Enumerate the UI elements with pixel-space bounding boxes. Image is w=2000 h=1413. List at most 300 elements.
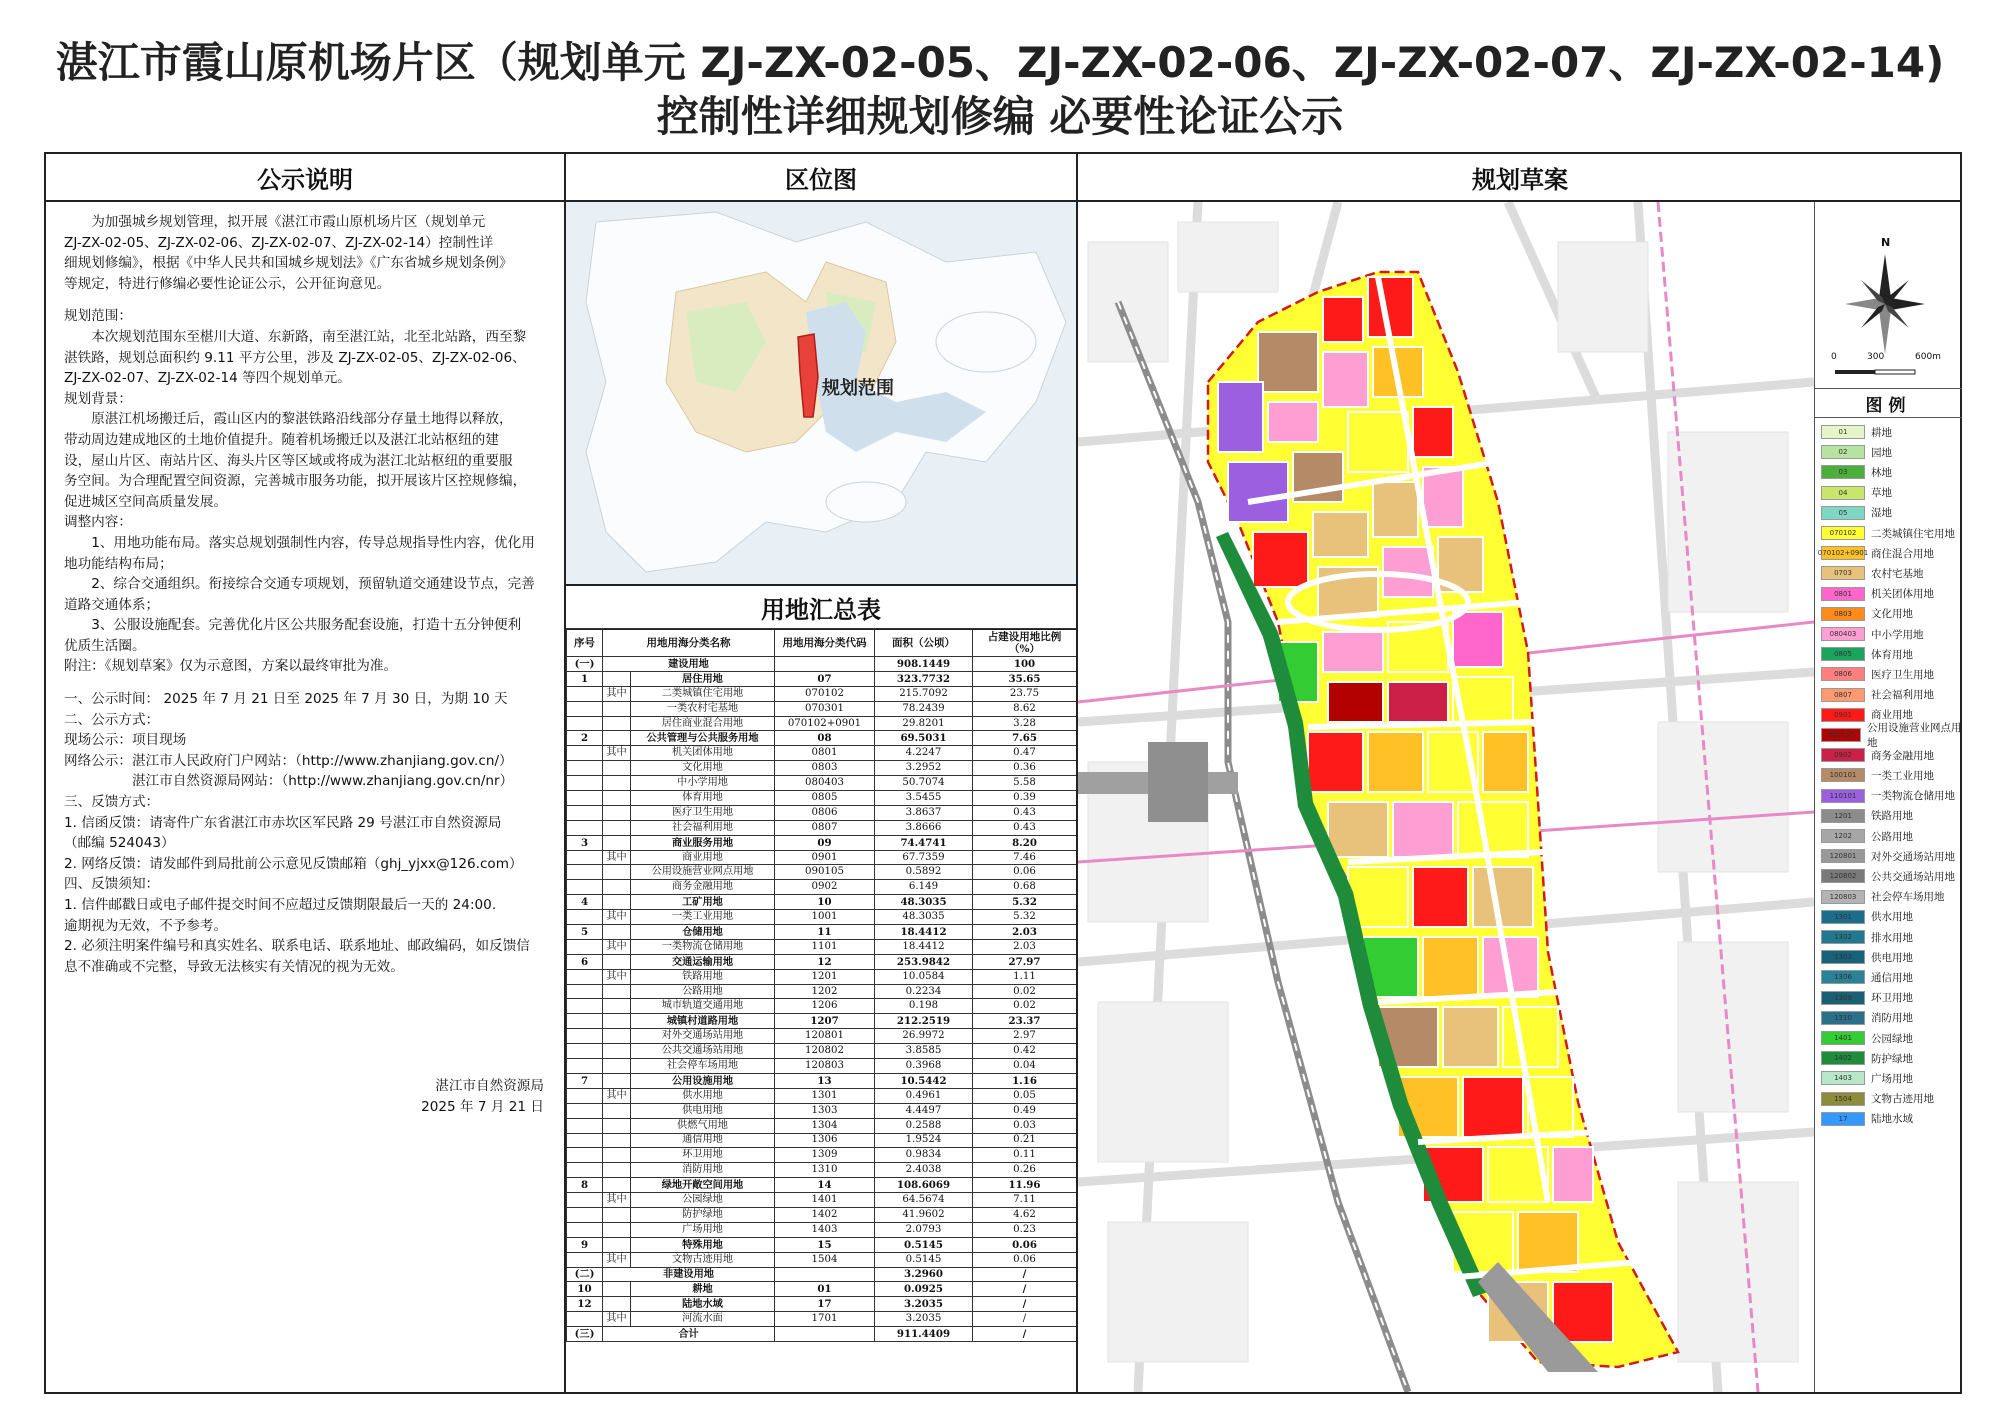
rules-line: 息不准确或不完整，导致无法核实有关情况的视为无效。 (64, 958, 404, 975)
table-cell-name: 一类工业用地 (631, 910, 775, 925)
table-cell-area: 50.7074 (875, 776, 973, 791)
table-cell-code: 1402 (775, 1207, 875, 1222)
table-cell-code: 1701 (775, 1312, 875, 1327)
legend-item (1821, 929, 1913, 945)
legend-label: 社会福利用地 (1871, 689, 1934, 702)
legend-swatch: 120801 (1821, 849, 1865, 863)
table-row (567, 657, 1077, 672)
table-row (567, 1014, 1077, 1029)
legend-swatch: 1309 (1821, 991, 1865, 1005)
col-header: 用地用海分类名称 (603, 629, 775, 657)
table-cell-name: 医疗卫生用地 (631, 805, 775, 820)
legend-label: 排水用地 (1871, 931, 1913, 944)
legend-item (1821, 1091, 1934, 1107)
rules-line: 逾期视为无效，不予参考。 (64, 917, 228, 934)
table-cell-area: 911.4409 (875, 1327, 973, 1342)
legend-swatch: 0807 (1821, 688, 1865, 702)
table-cell-sub (603, 791, 631, 806)
table-cell-pct: 0.06 (973, 1252, 1077, 1267)
table-row (567, 1029, 1077, 1044)
method-line: 网络公示：湛江市人民政府门户网站：（http://www.zhanjiang.gov.cn/） (64, 752, 513, 769)
table-cell-name: 广场用地 (631, 1222, 775, 1237)
table-cell-code: 1303 (775, 1103, 875, 1118)
table-cell-name: 一类农村宅基地 (631, 701, 775, 716)
middle-panel (566, 154, 1078, 1392)
notice-panel (46, 154, 566, 1392)
location-heading: 区位图 (566, 154, 1076, 202)
scope-title: 规划范围： (64, 308, 132, 325)
legend-item (1821, 788, 1955, 804)
table-cell-no (567, 701, 603, 716)
col-header: 面积（公顷） (875, 629, 973, 657)
table-cell-sub (603, 1148, 631, 1163)
table-cell-pct: 0.43 (973, 820, 1077, 835)
rules-line: 1. 信件邮戳日或电子邮件提交时间不应超过反馈期限最后一天的 24:00. (64, 897, 497, 913)
table-cell-no (567, 999, 603, 1014)
table-cell-area: 10.0584 (875, 969, 973, 984)
legend-label: 体育用地 (1871, 648, 1913, 661)
table-cell-area: 3.5455 (875, 791, 973, 806)
table-row (567, 1312, 1077, 1327)
table-cell-pct: 11.96 (973, 1178, 1077, 1193)
scale-label-600: 600m (1915, 352, 1941, 362)
table-cell-sub (603, 1207, 631, 1222)
legend-item (1821, 1030, 1913, 1046)
legend-label: 通信用地 (1871, 971, 1913, 984)
table-cell-area: 0.3968 (875, 1059, 973, 1074)
legend-swatch: 03 (1821, 465, 1865, 479)
table-cell-name: 公园绿地 (631, 1193, 775, 1208)
table-cell-no: 9 (567, 1237, 603, 1252)
table-cell-code: 1403 (775, 1222, 875, 1237)
table-row (567, 1297, 1077, 1312)
location-label: 规划范围 (822, 378, 894, 399)
legend-label: 文物古迹用地 (1871, 1093, 1934, 1106)
table-row (567, 1207, 1077, 1222)
table-cell-code: 070102 (775, 686, 875, 701)
background-line: 原湛江机场搬迁后，霞山区内的黎湛铁路沿线部分存量土地得以释放， (91, 411, 513, 428)
table-cell-sub: 其中 (603, 969, 631, 984)
table-cell-area: 4.2247 (875, 746, 973, 761)
intro-line: 为加强城乡规划管理，拟开展《湛江市霞山原机场片区（规划单元 (91, 214, 486, 230)
table-cell-pct: 0.02 (973, 999, 1077, 1014)
table-cell-pct: 0.03 (973, 1118, 1077, 1133)
background-title: 规划背景： (64, 390, 132, 407)
table-cell-name: 公共管理与公共服务用地 (631, 731, 775, 746)
col-header: 序号 (567, 629, 603, 657)
legend-swatch: 17 (1821, 1112, 1865, 1126)
title-line-2: 控制性详细规划修编 必要性论证公示 (656, 92, 1344, 141)
legend-item (1821, 464, 1892, 480)
table-cell-no (567, 1222, 603, 1237)
table-cell-name: 耕地 (631, 1282, 775, 1297)
adjust-note: 附注：《规划草案》仅为示意图，方案以最终审批为准。 (64, 658, 398, 675)
table-cell-no (567, 1103, 603, 1118)
table-row (567, 954, 1077, 969)
table-cell-no (567, 1148, 603, 1163)
table-cell-sub (603, 895, 631, 910)
issuer-name: 湛江市自然资源局 (435, 1078, 544, 1094)
table-cell-pct: 2.03 (973, 939, 1077, 954)
table-cell-code: 1101 (775, 939, 875, 954)
table-cell-name: 城市轨道交通用地 (631, 999, 775, 1014)
table-cell-code: 1301 (775, 1088, 875, 1103)
legend-item (1821, 666, 1934, 682)
location-map-graphic (566, 202, 1076, 584)
section-rules: 四、反馈须知： (64, 876, 160, 893)
legend-label: 林地 (1871, 466, 1892, 479)
legend-item (1821, 505, 1892, 521)
table-cell-code: 14 (775, 1178, 875, 1193)
table-cell-code: 120801 (775, 1029, 875, 1044)
table-cell-sub: 其中 (603, 939, 631, 954)
table-row (567, 761, 1077, 776)
legend-swatch: 070102 (1821, 526, 1865, 540)
table-cell-sub (603, 1059, 631, 1074)
table-cell-area: 10.5442 (875, 1073, 973, 1088)
table-row (567, 939, 1077, 954)
table-cell-no (567, 820, 603, 835)
table-cell-name: 河流水面 (631, 1312, 775, 1327)
legend-swatch: 090105 (1821, 728, 1861, 742)
table-row (567, 1059, 1077, 1074)
plan-panel (1078, 154, 1962, 1392)
table-cell-code: 07 (775, 671, 875, 686)
table-cell-area: 0.4961 (875, 1088, 973, 1103)
legend-item (1821, 868, 1955, 884)
table-cell-name: 商业服务用地 (631, 835, 775, 850)
table-cell-name: 中小学用地 (631, 776, 775, 791)
legend-item (1821, 747, 1934, 763)
table-row (567, 1118, 1077, 1133)
poster-frame (44, 152, 1962, 1394)
table-cell-pct: 23.37 (973, 1014, 1077, 1029)
legend-item (1821, 687, 1934, 703)
legend-item (1821, 767, 1934, 783)
table-row (567, 731, 1077, 746)
table-cell-pct: 0.11 (973, 1148, 1077, 1163)
table-cell-no (567, 1163, 603, 1178)
table-cell-name: 一类物流仓储用地 (631, 939, 775, 954)
legend-item (1821, 949, 1913, 965)
table-cell-area: 908.1449 (875, 657, 973, 672)
title-line-1: 湛江市霞山原机场片区（规划单元 ZJ-ZX-02-05、ZJ-ZX-02-06、ZJ-ZX-02-07、ZJ-ZX-02-14) (55, 38, 1945, 87)
table-cell-name: 铁路用地 (631, 969, 775, 984)
table-cell-area: 69.5031 (875, 731, 973, 746)
table-cell-pct: 0.23 (973, 1222, 1077, 1237)
table-cell-sub: 其中 (603, 686, 631, 701)
method-line: 湛江市自然资源局网站：（http://www.zhanjiang.gov.cn/nr） (64, 773, 514, 790)
table-cell-sub (603, 805, 631, 820)
plan-heading: 规划草案 (1078, 154, 1962, 202)
table-cell-code: 1309 (775, 1148, 875, 1163)
table-cell-no: 12 (567, 1297, 603, 1312)
table-cell-no: 2 (567, 731, 603, 746)
table-cell-no: (三) (567, 1327, 603, 1342)
table-cell-area: 0.198 (875, 999, 973, 1014)
legend-item (1821, 848, 1955, 864)
table-cell-code: 13 (775, 1073, 875, 1088)
table-cell-sub (603, 1118, 631, 1133)
table-cell-sub: 其中 (603, 1252, 631, 1267)
table-cell-sub (603, 954, 631, 969)
table-cell-name: 建设用地 (603, 657, 775, 672)
legend-item (1821, 626, 1924, 642)
table-cell-pct: / (973, 1312, 1077, 1327)
table-row (567, 865, 1077, 880)
table-cell-sub: 其中 (603, 1193, 631, 1208)
legend-label: 园地 (1871, 446, 1892, 459)
table-cell-area: 212.2519 (875, 1014, 973, 1029)
table-cell-no: 7 (567, 1073, 603, 1088)
legend-title: 图例 (1815, 388, 1962, 418)
table-cell-area: 0.0925 (875, 1282, 973, 1297)
legend-label: 消防用地 (1871, 1012, 1913, 1025)
table-cell-name: 供燃气用地 (631, 1118, 775, 1133)
legend-swatch: 1403 (1821, 1071, 1865, 1085)
table-cell-name: 供水用地 (631, 1088, 775, 1103)
legend-panel (1814, 202, 1962, 1392)
table-cell-no: 8 (567, 1178, 603, 1193)
method-line: 现场公示：项目现场 (64, 732, 187, 749)
table-cell-sub (603, 880, 631, 895)
table-cell-code: 0805 (775, 791, 875, 806)
scale-label-0: 0 (1831, 352, 1837, 362)
table-cell-name: 公用设施营业网点用地 (631, 865, 775, 880)
legend-label: 公共交通场站用地 (1871, 870, 1955, 883)
table-cell-name: 非建设用地 (603, 1267, 775, 1282)
rules-line: 2. 必须注明案件编号和真实姓名、联系电话、联系地址、邮政编码，如反馈信 (64, 938, 530, 955)
table-cell-pct: 5.32 (973, 895, 1077, 910)
scale-label-300: 300 (1867, 352, 1885, 362)
legend-swatch: 0806 (1821, 667, 1865, 681)
adjust-line: 优质生活圈。 (64, 637, 146, 654)
table-cell-sub (603, 776, 631, 791)
table-row (567, 984, 1077, 999)
notice-body (64, 212, 550, 977)
table-cell-code: 1306 (775, 1133, 875, 1148)
signature-block (421, 1076, 544, 1118)
table-cell-sub (603, 1222, 631, 1237)
table-cell-code: 0902 (775, 880, 875, 895)
table-cell-sub (603, 761, 631, 776)
legend-label: 二类城镇住宅用地 (1871, 527, 1955, 540)
background-line: 设，屋山片区、南站片区、海头片区等区域或将成为湛江北站枢纽的重要服 (64, 452, 513, 469)
table-cell-name: 居住商业混合用地 (631, 716, 775, 731)
table-cell-code: 080403 (775, 776, 875, 791)
legend-swatch: 0801 (1821, 587, 1865, 601)
table-cell-area: 108.6069 (875, 1178, 973, 1193)
table-cell-no (567, 910, 603, 925)
table-row (567, 1222, 1077, 1237)
table-cell-code: 12 (775, 954, 875, 969)
legend-item (1821, 969, 1913, 985)
table-row (567, 1103, 1077, 1118)
table-cell-no (567, 1312, 603, 1327)
legend-swatch: 1306 (1821, 970, 1865, 984)
table-cell-sub (603, 1133, 631, 1148)
table-row (567, 686, 1077, 701)
table-cell-code: 11 (775, 925, 875, 940)
compass-block (1815, 202, 1962, 384)
plan-map-graphic (1078, 202, 1814, 1392)
table-cell-area: 0.5892 (875, 865, 973, 880)
legend-item (1817, 545, 1934, 561)
legend-label: 农村宅基地 (1871, 567, 1924, 580)
table-cell-code: 15 (775, 1237, 875, 1252)
table-cell-code: 0803 (775, 761, 875, 776)
table-cell-no: (二) (567, 1267, 603, 1282)
legend-item (1821, 444, 1892, 460)
table-cell-sub: 其中 (603, 746, 631, 761)
legend-item (1821, 646, 1913, 662)
table-cell-no (567, 939, 603, 954)
table-cell-sub (603, 1044, 631, 1059)
table-row (567, 776, 1077, 791)
table-cell-code: 1206 (775, 999, 875, 1014)
table-cell-area: 3.2035 (875, 1297, 973, 1312)
table-cell-no (567, 880, 603, 895)
table-cell-area: 4.4497 (875, 1103, 973, 1118)
table-cell-no: 6 (567, 954, 603, 969)
table-cell-area: 18.4412 (875, 939, 973, 954)
legend-item (1821, 1070, 1913, 1086)
legend-label: 耕地 (1871, 426, 1892, 439)
legend-item (1821, 565, 1924, 581)
legend-label: 防护绿地 (1871, 1052, 1913, 1065)
table-cell-code: 1202 (775, 984, 875, 999)
table-cell-name: 消防用地 (631, 1163, 775, 1178)
section-time: 一、公示时间： 2025 年 7 月 21 日至 2025 年 7 月 30 日，为期 10 天 (64, 691, 508, 708)
table-cell-area: 215.7092 (875, 686, 973, 701)
table-cell-no (567, 1044, 603, 1059)
table-cell-area: 0.2588 (875, 1118, 973, 1133)
table-cell-pct: 0.36 (973, 761, 1077, 776)
table-row (567, 1178, 1077, 1193)
legend-swatch: 0805 (1821, 647, 1865, 661)
table-cell-area: 74.4741 (875, 835, 973, 850)
table-row (567, 895, 1077, 910)
table-row (567, 1163, 1077, 1178)
table-cell-name: 机关团体用地 (631, 746, 775, 761)
table-cell-pct: 0.47 (973, 746, 1077, 761)
table-cell-area: 26.9972 (875, 1029, 973, 1044)
table-cell-area: 3.2035 (875, 1312, 973, 1327)
table-cell-area: 6.149 (875, 880, 973, 895)
table-cell-area: 253.9842 (875, 954, 973, 969)
legend-swatch: 1504 (1821, 1092, 1865, 1106)
table-row (567, 1193, 1077, 1208)
table-row (567, 701, 1077, 716)
table-cell-sub (603, 1103, 631, 1118)
legend-item (1821, 586, 1934, 602)
legend-swatch: 1202 (1821, 829, 1865, 843)
table-row (567, 1267, 1077, 1282)
table-cell-no (567, 1252, 603, 1267)
table-cell-area: 48.3035 (875, 895, 973, 910)
legend-swatch: 01 (1821, 425, 1865, 439)
table-cell-name: 工矿用地 (631, 895, 775, 910)
section-method: 二、公示方式： (64, 711, 160, 728)
table-cell-code: 070102+0901 (775, 716, 875, 731)
legend-swatch: 1201 (1821, 809, 1865, 823)
legend-item (1821, 1050, 1913, 1066)
table-cell-sub (603, 1014, 631, 1029)
section-feedback: 三、反馈方式： (64, 794, 160, 811)
table-cell-no: 4 (567, 895, 603, 910)
land-use-table-wrap (566, 628, 1076, 1392)
intro-line: ZJ-ZX-02-05、ZJ-ZX-02-06、ZJ-ZX-02-07、ZJ-ZX-02-14）控制性详 (64, 234, 494, 251)
table-cell-name: 社会停车场用地 (631, 1059, 775, 1074)
table-cell-sub (603, 701, 631, 716)
table-cell-sub (603, 835, 631, 850)
table-cell-no (567, 761, 603, 776)
table-cell-pct: 0.06 (973, 865, 1077, 880)
legend-label: 环卫用地 (1871, 992, 1913, 1005)
legend-item (1821, 808, 1913, 824)
legend-swatch: 0803 (1821, 607, 1865, 621)
table-cell-name: 商务金融用地 (631, 880, 775, 895)
table-cell-name: 供电用地 (631, 1103, 775, 1118)
table-cell-no (567, 746, 603, 761)
table-row (567, 746, 1077, 761)
table-cell-name: 公共交通场站用地 (631, 1044, 775, 1059)
legend-swatch: 1401 (1821, 1031, 1865, 1045)
table-cell-code: 1201 (775, 969, 875, 984)
table-cell-no: 1 (567, 671, 603, 686)
table-cell-sub (603, 999, 631, 1014)
legend-item (1821, 606, 1913, 622)
table-cell-code: 1001 (775, 910, 875, 925)
table-cell-no (567, 1118, 603, 1133)
legend-item (1821, 990, 1913, 1006)
legend-swatch: 110101 (1821, 789, 1865, 803)
table-cell-area: 3.2952 (875, 761, 973, 776)
legend-item (1821, 828, 1913, 844)
table-cell-pct: 2.03 (973, 925, 1077, 940)
table-cell-no (567, 716, 603, 731)
table-cell-sub (603, 925, 631, 940)
table-cell-sub: 其中 (603, 1088, 631, 1103)
table-cell-area: 3.8637 (875, 805, 973, 820)
table-cell-pct: 0.43 (973, 805, 1077, 820)
legend-label: 商住混合用地 (1871, 547, 1934, 560)
table-cell-name: 体育用地 (631, 791, 775, 806)
table-cell-pct: / (973, 1267, 1077, 1282)
table-cell-pct: 1.11 (973, 969, 1077, 984)
adjust-line: 2、综合交通组织。衔接综合交通专项规划，预留轨道交通建设节点，完善 (91, 576, 535, 593)
table-row (567, 1088, 1077, 1103)
legend-item (1821, 722, 1962, 749)
table-cell-code: 090105 (775, 865, 875, 880)
table-cell-pct: 7.65 (973, 731, 1077, 746)
table-cell-code (775, 1267, 875, 1282)
legend-label: 供水用地 (1871, 911, 1913, 924)
scope-line: 本次规划范围东至椹川大道、东新路，南至湛江站，北至北站路，西至黎 (91, 328, 527, 345)
table-cell-area: 2.0793 (875, 1222, 973, 1237)
table-cell-code (775, 1327, 875, 1342)
legend-item (1821, 424, 1892, 440)
legend-item (1821, 485, 1892, 501)
table-cell-pct: / (973, 1297, 1077, 1312)
table-row (567, 969, 1077, 984)
table-cell-area: 2.4038 (875, 1163, 973, 1178)
table-cell-name: 公路用地 (631, 984, 775, 999)
table-cell-area: 0.5145 (875, 1252, 973, 1267)
table-cell-pct: / (973, 1327, 1077, 1342)
table-cell-name: 仓储用地 (631, 925, 775, 940)
table-cell-name: 绿地开敞空间用地 (631, 1178, 775, 1193)
